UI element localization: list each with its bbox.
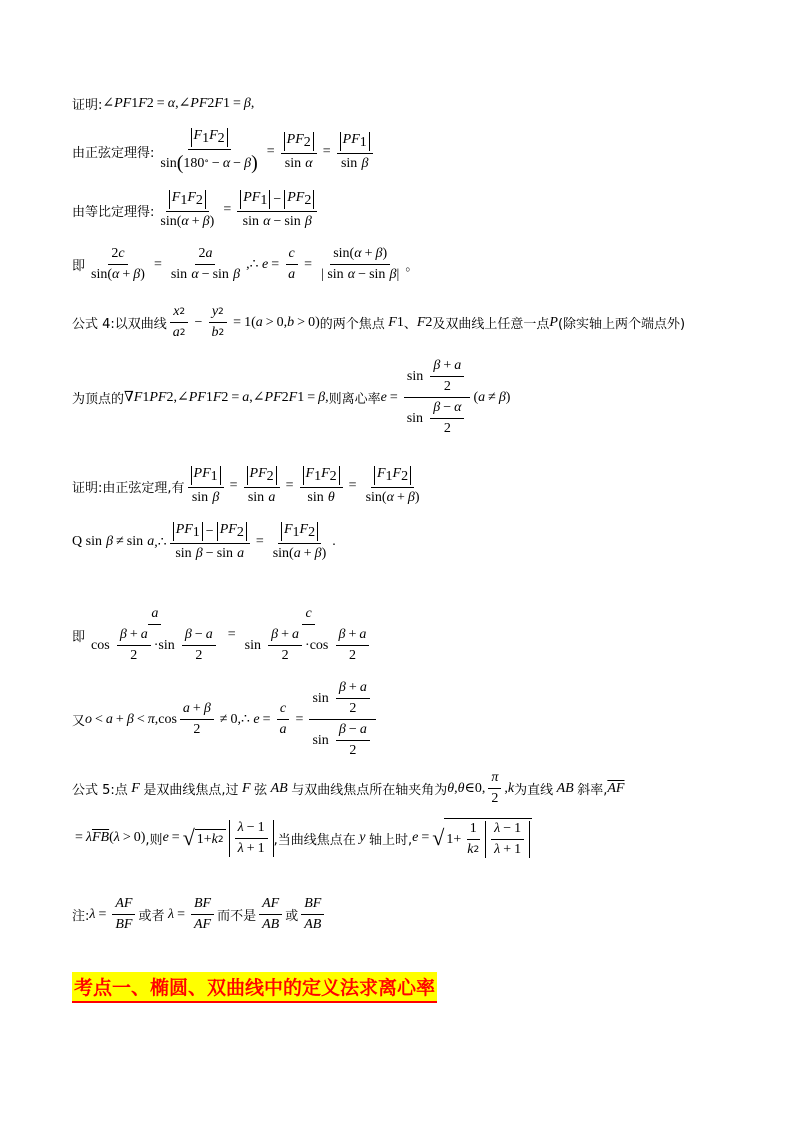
proof-line-1: 证明: ∠ PF 1 F 2 = α ,∠ PF 2 F 1 = β , [72, 95, 255, 113]
formula-4-text-c: (除实轴上两个端点外) [557, 317, 686, 332]
note-or-2: 或 [285, 909, 299, 924]
formula-5b-text-3: 轴上时, [368, 832, 413, 848]
formula-5-label: 公式 5:点 [72, 783, 128, 798]
note-or-1: 或者 [138, 909, 165, 924]
period: 。 [405, 259, 419, 274]
proof-label: 证明: [72, 98, 103, 113]
formula-5b-text-2: ,当曲线焦点在 [273, 832, 356, 848]
ji-label: 即 [72, 259, 86, 274]
formula-5-second-line: = λ $\overline{FB}$ ( λ > 0) ,则 e = √ 1+ k 2 λ − 1 λ + 1 ,当曲线焦点在 y 轴上时, e = √ 1+ 1 k 2 λ − 1 λ + 1 [72, 818, 532, 858]
formula-4b-text: 则离心率 [328, 392, 381, 407]
q-line: Q sin β ≠ sin a ,∴ $PF_1$ − $PF_2$ sin β − sin a = $F_1F_2$ sin( a + β ) . [72, 522, 336, 561]
sine-law-label: 由正弦定理得: [72, 146, 155, 161]
formula-4-line: 公式 4:以双曲线 x 2 a 2 − y 2 b 2 = 1( a > 0, b > 0) 的两个焦点 F 1 、 F 2 及双曲线上任意一点 P (除实轴上两个端点外) [72, 304, 686, 340]
ji-line: 即 a cos β + a 2 · sin β − a 2 = c sin β + a 2 · cos β + a 2 [72, 606, 378, 664]
you-label: 又 [72, 714, 86, 729]
q-symbol: Q [72, 534, 83, 549]
formula-4-text-a: 的两个焦点 [319, 317, 385, 332]
ratio-theorem-line: 由等比定理得: $F_1F_2$ sin( α + β ) = $PF_1$ − $PF_2$ sin α − sin β [72, 190, 320, 230]
proof-2-label: 证明:由正弦定理,有 [72, 480, 185, 496]
formula-5-text-1: 是双曲线焦点,过 [143, 783, 239, 798]
sine-law-line: 由正弦定理得: $F_1F_2$ sin ( 180 ° − α − β ) = $PF_2$ sin α = $PF_1$ sin β [72, 128, 376, 175]
formula-4b-label: 为顶点的 [72, 392, 125, 407]
formula-4-second-line: 为顶点的 ∇ F 1 PF 2 ,∠ PF 1 F 2 = a ,∠ PF 2 F 1 = β , 则离心率 e = sin β + a 2 sin β − α 2 ( a ≠ β ) [72, 358, 511, 436]
section-heading: 考点一、椭圆、双曲线中的定义法求离心率 [72, 972, 437, 1003]
note-line: 注: λ = $\frac{AF}{BF}$ 或者 λ = $\frac{BF}{AF}$ 而不是 $\frac{AF}{AB}$ 或 $\frac{BF}{AB}$ [72, 896, 327, 933]
you-line: 又 o < a + β < π ,cos a + β 2 ≠ 0,∴ e = $\frac{c}{a}$ = sin β + a 2 sin β − a 2 [72, 680, 379, 759]
proof-2-line: 证明:由正弦定理,有 $PF_1$ sin β = $PF_2$ sin a = $F_1F_2$ sin θ = $F_1F_2$ sin( α + β ) [72, 466, 420, 505]
formula-5b-text-1: ,则 [145, 832, 163, 848]
formula-5-text-3: 与双曲线焦点所在轴夹角为 [291, 783, 448, 798]
formula-5-line: 公式 5:点 F 是双曲线焦点,过 F 弦 AB 与双曲线焦点所在轴夹角为 θ , θ ∈ 0, $\frac{\pi}{2}$ , k 为直线 AB 斜率, $\overline{AF}$ [72, 770, 625, 806]
formula-5-text-5: 斜率, [577, 783, 608, 798]
ratio-theorem-label: 由等比定理得: [72, 204, 155, 220]
eccentricity-result-line: 即 2 c sin( α + β ) = 2 a sin α − sin β ,∴ e = $\frac{c}{a}$ = sin( α + β ) | sin α − sin β | 。 [72, 246, 419, 282]
note-not: 而不是 [217, 909, 257, 924]
formula-4-label: 公式 4:以双曲线 [72, 317, 167, 332]
formula-5-text-2: 弦 [254, 783, 268, 798]
ji-label-2: 即 [72, 629, 86, 645]
formula-4-text-b: 及双曲线上任意一点 [432, 317, 550, 332]
formula-5-text-4: 为直线 [514, 783, 554, 798]
note-label: 注: [72, 909, 90, 924]
